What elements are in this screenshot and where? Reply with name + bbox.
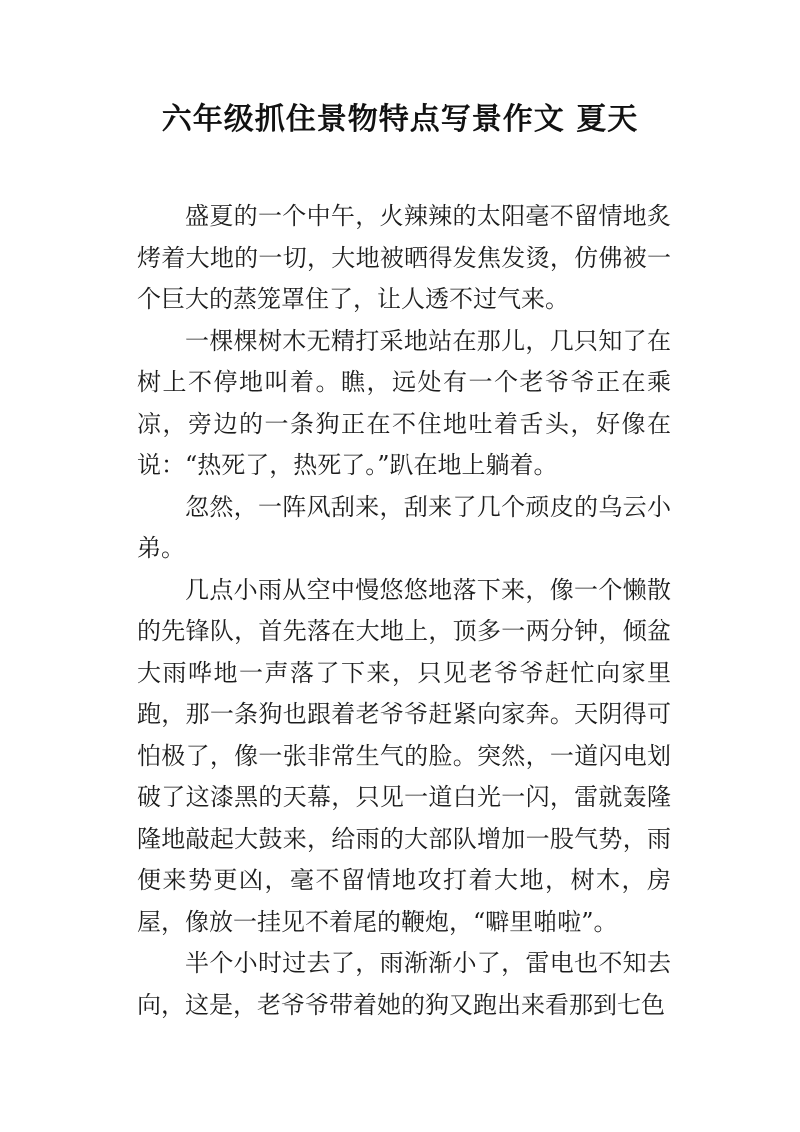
essay-body	[137, 196, 671, 1026]
page-title: 六年级抓住景物特点写景作文 夏天	[161, 102, 639, 137]
paragraph-2: 一棵棵树木无精打采地站在那儿，几只知了在树上不停地叫着。瞧，远处有一个老爷爷正在乘凉，旁边的一条狗正在不住地吐着舌头，好像在说：“热死了，热死了。”趴在地上躺着。	[137, 326, 671, 479]
paragraph-5: 半个小时过去了，雨渐渐小了，雷电也不知去向，这是，老爷爷带着她的狗又跑出来看那到七色	[137, 949, 671, 1019]
paragraph-3: 忽然，一阵风刮来，刮来了几个顽皮的乌云小弟。	[137, 492, 671, 562]
paragraph-1: 盛夏的一个中午，火辣辣的太阳毫不留情地炙烤着大地的一切，大地被晒得发焦发烫，仿佛被一个巨大的蒸笼罩住了，让人透不过气来。	[137, 202, 671, 313]
paragraph-4: 几点小雨从空中慢悠悠地落下来，像一个懒散的先锋队，首先落在大地上，顶多一两分钟，倾盆大雨哗地一声落了下来，只见老爷爷赶忙向家里跑，那一条狗也跟着老爷爷赶紧向家奔。天阴得可怕极了，像一张非常生气的脸。突然，一道闪电划破了这漆黑的天幕，只见一道白光一闪，雷就轰隆隆地敲起大鼓来，给雨的大部队增加一股气势，雨便来势更凶，毫不留情地攻打着大地，树木，房屋，像放一挂见不着尾的鞭炮，“噼里啪啦”。	[137, 575, 671, 936]
